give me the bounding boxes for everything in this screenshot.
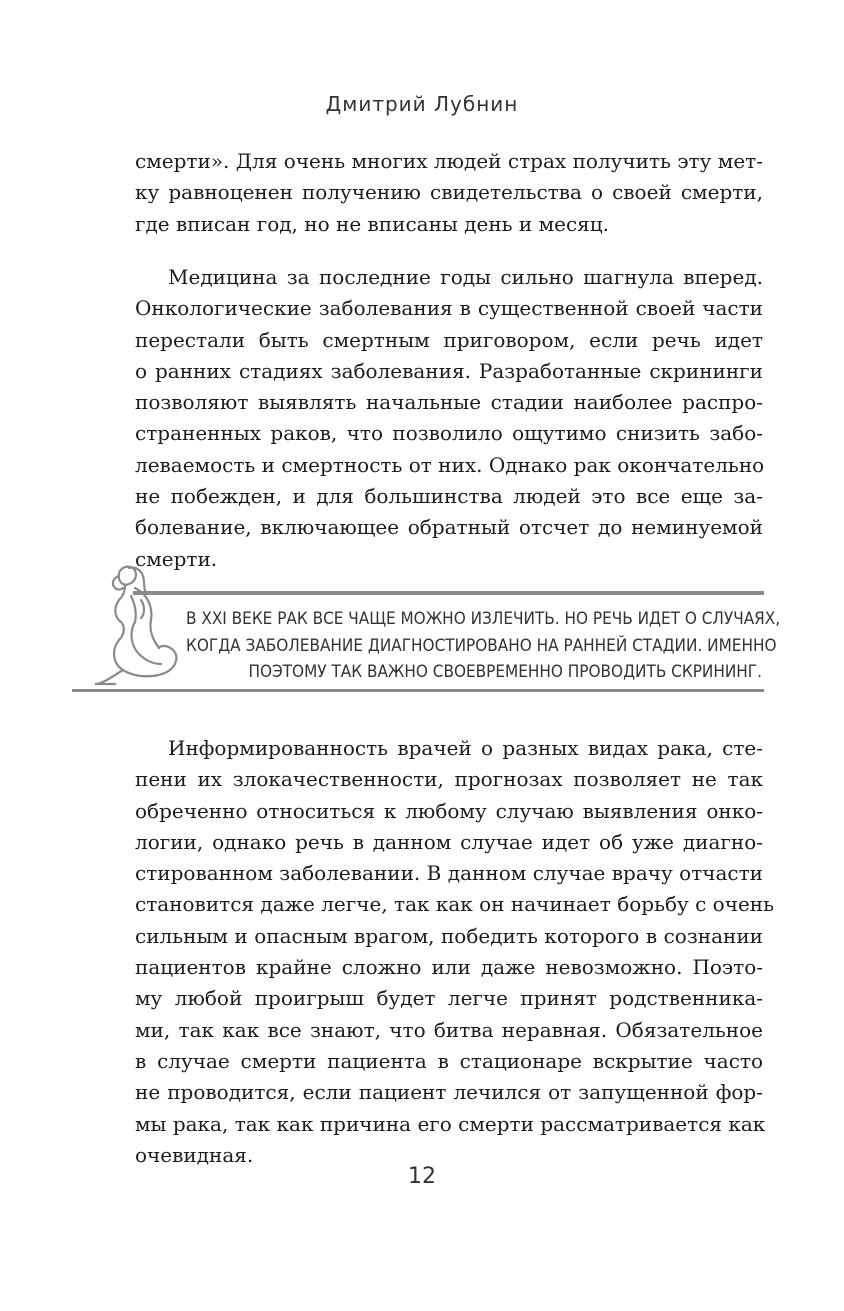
text-line: перестали быть смертным приговором, если речь идет (135, 327, 763, 352)
text-line: Онкологические заболевания в существенной своей части (135, 296, 763, 321)
text-line: ку равноценен получению свидетельства о своей смерти, (135, 180, 763, 205)
text-line: не побежден, и для большинства людей это все еще за- (135, 484, 763, 509)
text-line: сильным и опасным врагом, победить которого в сознании (135, 923, 763, 948)
text-line: леваемость и смертность от них. Однако рак окончательно (135, 452, 765, 477)
text-line: стированном заболевании. В данном случае врачу отчасти (135, 861, 763, 886)
callout-top-rule (133, 591, 764, 595)
text-line: ми, так как все знают, что битва неравная. Обязательное (135, 1017, 763, 1042)
text-line: смерти. (135, 546, 218, 571)
callout-line: ПОЭТОМУ ТАК ВАЖНО СВОЕВРЕМЕННО ПРОВОДИТЬ СКРИНИНГ. (248, 662, 762, 682)
text-line: не проводится, если пациент лечился от запущенной фор- (135, 1080, 763, 1105)
text-line: пациентов крайне сложно или даже невозможно. Поэто- (135, 955, 763, 980)
text-line: логии, однако речь в данном случае идет об уже диагно- (135, 829, 763, 854)
text-line: очевидная. (135, 1142, 254, 1167)
text-line: му любой проигрыш будет легче принят родственника- (135, 986, 763, 1011)
paragraph-2 (135, 262, 763, 575)
text-line: позволяют выявлять начальные стадии наиболее распро- (135, 390, 763, 415)
text-line: становится даже легче, так как он начинает борьбу с очень (135, 892, 775, 917)
text-line: болевание, включающее обратный отсчет до неминуемой (135, 515, 763, 540)
text-line: страненных раков, что позволило ощутимо снизить забо- (135, 421, 763, 446)
running-header: Дмитрий Лубнин (325, 92, 519, 116)
callout-line: КОГДА ЗАБОЛЕВАНИЕ ДИАГНОСТИРОВАНО НА РАННЕЙ СТАДИИ. ИМЕННО (186, 635, 777, 656)
woman-figure-illustration (95, 560, 195, 695)
callout-box (186, 606, 781, 686)
text-line: в случае смерти пациента в стационаре вскрытие часто (135, 1048, 763, 1073)
text-line: Информированность врачей о разных видах рака, сте- (168, 736, 763, 760)
text-line: смерти». Для очень многих людей страх получить эту мет- (135, 149, 763, 173)
text-line: о ранних стадиях заболевания. Разработанные скрининги (135, 358, 763, 383)
text-line: пени их злокачественности, прогнозах позволяет не так (135, 767, 763, 792)
text-line: обреченно относиться к любому случаю выявления онко- (135, 798, 763, 823)
paragraph-1 (135, 146, 763, 240)
paragraph-3 (135, 733, 775, 1171)
page-number: 12 (408, 1164, 436, 1189)
text-line: мы рака, так как причина его смерти рассматривается как (135, 1111, 766, 1136)
text-line: где вписан год, но не вписаны день и месяц. (135, 211, 610, 236)
text-line: Медицина за последние годы сильно шагнула вперед. (168, 265, 763, 289)
callout-line: В XXI ВЕКЕ РАК ВСЕ ЧАЩЕ МОЖНО ИЗЛЕЧИТЬ. НО РЕЧЬ ИДЕТ О СЛУЧАЯХ, (186, 609, 781, 629)
